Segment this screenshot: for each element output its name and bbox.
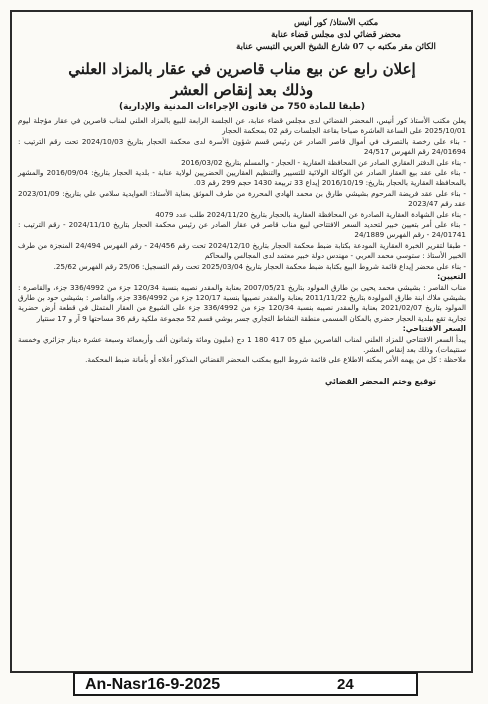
- office-header: [206, 16, 466, 52]
- basis-item: - بناء على عقد فريضة المرحوم بشيشي طارق بن محمد الهادي المحررة من طرف الموثق بعناية الأستاذ: العوايدية سلامي علي بتاريخ: 2023/01/09 عقد رقم 2023/47: [18, 188, 466, 209]
- notice-legal-basis: (طبقا للمادة 750 من قانون الإجراءات المدنية والإدارية): [118, 102, 366, 112]
- page-number: 24: [337, 676, 354, 693]
- intro-paragraph: يعلن مكتب الأستاذ كور أنيس، المحضر القضائي لدى مجلس قضاء عنابة، عن الجلسة الرابعة للبيع بالمزاد العلني لمناب قاصرين في عقار مؤجلة ليوم 2025/10/01 على الساعة العاشرة صباحا بقاعة الجلسات رقم 02 بمحكمة الحجار: [18, 116, 466, 136]
- basis-item: - بناء على رخصة بالتصرف في أموال قاصر الصادر عن رئيس قسم شؤون الأسرة لدى محكمة الحجار بتاريخ 2024/10/03 تحت رقم الترتيب : 24/01694 رقم الفهرس 24/517: [18, 136, 466, 157]
- designation-paragraph: مناب القاصر : بشيشي محمد يحيى بن طارق المولود بتاريخ 2007/05/21 بعنابة والمقدر نصيبه بنسبة 120/34 جزء من 336/4992 جزء، والقاصرة : بشيشي ملاك ابنة طارق المولودة بتاريخ 2011/11/22 بعنابة والمقدر نصيبها بنسبة 120/17 جزء من 336/4992 جزء، والقاصر : بشيشي حود بن طارق المولود بتاريخ 2021/02/07 بعنابة والمقدر نصيبه بنسبة 120/34 جزء من 336/4992 جزء على الشيوع من العقار المتمثل في قطعة أرض حضرية تجارية تقع ببلدية الحجار حضري بالمكان المسمى منطقة النشاط التجاري جسر بوشي قسم 52 مجموعة ملكية رقم 36 مساحتها 9 آر و 17 سنتيار: [18, 282, 467, 323]
- designation-heading: التعيين:: [437, 272, 466, 282]
- note-paragraph: ملاحظة : كل من يهمه الأمر يمكنه الاطلاع على قائمة شروط البيع بمكتب المحضر القضائي المذكور أعلاه أو بأمانة ضبط المحكمة.: [85, 355, 466, 365]
- newspaper-footer: [73, 672, 418, 696]
- signature-line: توقيع وختم المحضر القضائي: [325, 376, 436, 386]
- basis-item: - طبقا لتقرير الخبرة العقارية المودعة بكتابة ضبط محكمة الحجار بتاريخ 2024/12/10 تحت رقم 24/456 - رقم الفهرس 24/494 المنجزة من طرف الخبير الأستاذ : ستوسي محمد العربي - مهندس دولة خبير معتمد لدى المجالس والمحاكم: [18, 240, 466, 261]
- basis-item: - بناء على الدفتر العقاري الصادر عن المحافظة العقارية - الحجار - والمسلم بتاريخ 2016/03/02: [181, 157, 466, 167]
- legal-notice: [18, 16, 466, 388]
- newspaper-source: An-Nasr16-9-2025: [85, 676, 221, 693]
- notice-body: [18, 116, 466, 366]
- basis-item: - بناء على عقد بيع العقار الصادر عن الوكالة الولائية للتسيير والتنظيم العقاريين الحضريين لولاية عنابة - بلدية الحجار بتاريخ: 2016/09/04 والمشهر بالمحافظة العقارية بالحجار بتاريخ: 2016/10/19 إيداع 33 تربيعة 1430 حجم 299 رقم 03.: [18, 168, 466, 188]
- office-name: مكتب الأستاذ/ كور أنيس: [293, 17, 379, 27]
- office-address: الكائن مقر مكتبه ب 07 شارع الشيخ العربي التبسي عنابة: [236, 41, 436, 51]
- office-title: محضر قضائي لدى مجلس قضاء عنابة: [271, 29, 401, 39]
- basis-item: - بناء على محضر إيداع قائمة شروط البيع بكتابة ضبط محكمة الحجار بتاريخ 2025/03/04 تحت رقم التسجيل: 25/06 رقم الفهرس 25/62.: [53, 261, 466, 271]
- opening-price-heading: السعر الافتتاحي:: [402, 324, 466, 334]
- opening-price-paragraph: يبدأ السعر الافتتاحي للمزاد العلني لمناب القاصرين مبلغ 05 417 180 1 دج (مليون ومائة وثمانون ألف وأربعمائة وسبعة عشرة دينار جزائري وخمسة سنتيمات)، وذلك بعد إنقاص العشر.: [18, 334, 466, 354]
- basis-item: - بناء على الشهادة العقارية الصادرة عن المحافظة العقارية بالحجار بتاريخ 2024/11/20 طلب عدد 4079: [155, 209, 466, 219]
- notice-title: إعلان رابع عن بيع مناب قاصرين في عقار بالمزاد العلني: [68, 60, 416, 78]
- notice-subtitle: وذلك بعد إنقاص العشر: [170, 81, 314, 99]
- basis-item: - بناء على أمر بتعيين خبير لتحديد السعر الافتتاحي لبيع مناب قاصر في عقار الصادر عن رئيس محكمة الحجار بتاريخ 2024/11/10 - رقم الترتيب : 24/01741 - رقم الفهرس 24/1889: [18, 220, 466, 240]
